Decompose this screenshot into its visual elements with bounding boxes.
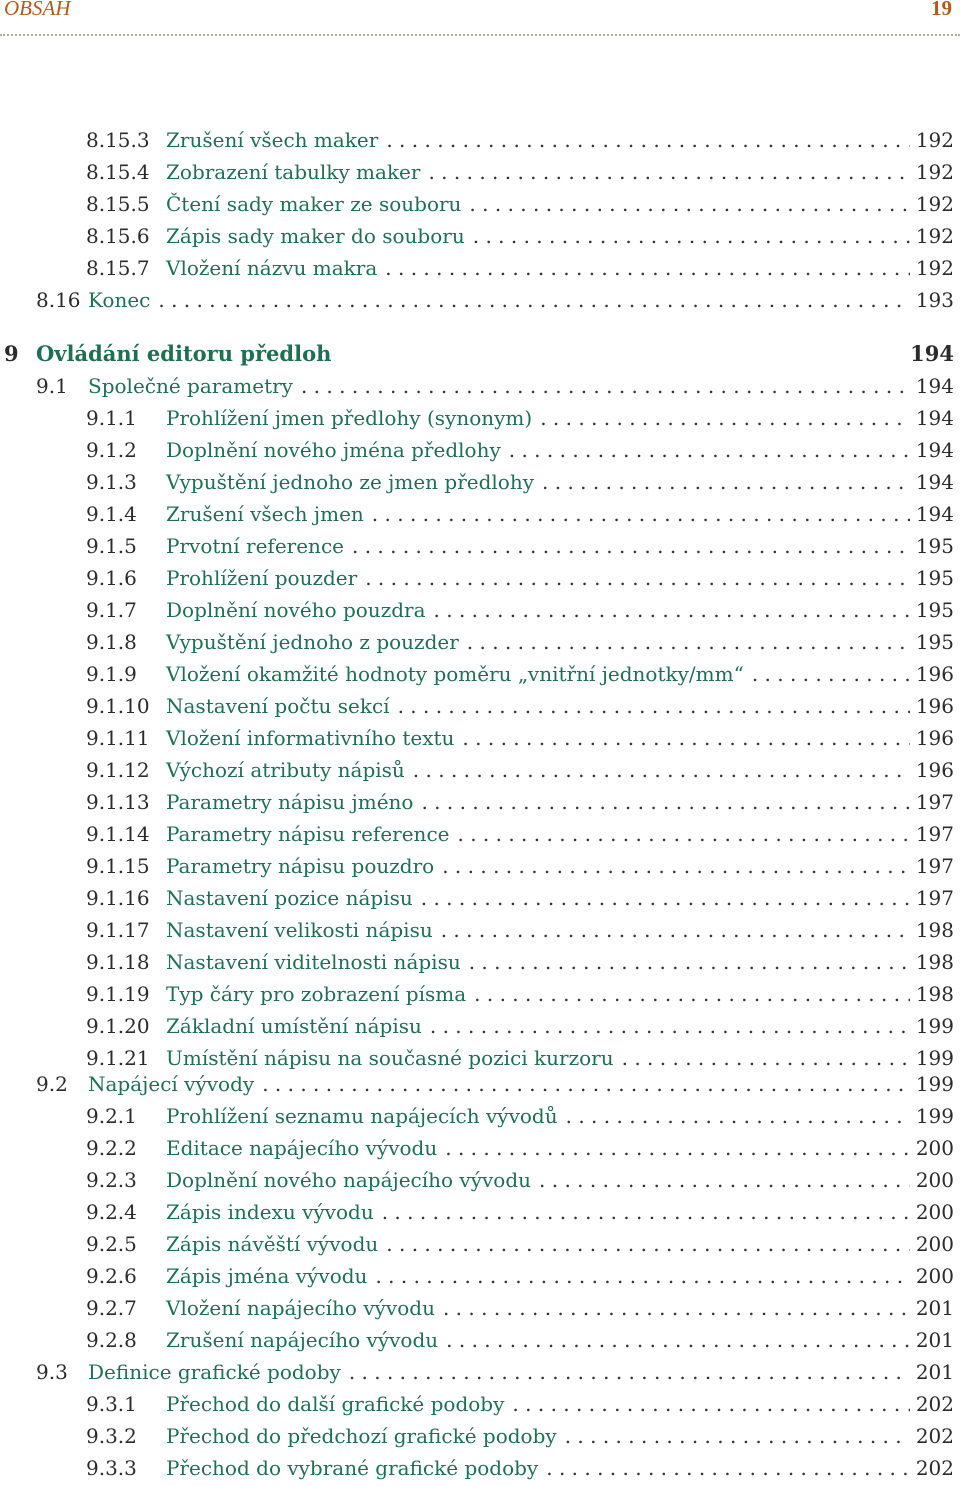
toc-entry-page-number[interactable]: 194: [915, 470, 954, 494]
dot-leader: [386, 125, 909, 155]
toc-entry[interactable]: [86, 467, 954, 497]
toc-entry[interactable]: [86, 1101, 954, 1131]
dot-leader: [365, 563, 910, 593]
toc-entry-page-number[interactable]: 200: [915, 1200, 954, 1224]
toc-entry-title[interactable]: Doplnění nového napájecího vývodu: [166, 1168, 532, 1192]
dot-leader: [443, 1293, 910, 1323]
toc-entry-number: 9.1.9: [86, 662, 137, 686]
toc-entry-page-number[interactable]: 194: [915, 374, 954, 398]
page-header: [0, 0, 960, 24]
dot-leader: [349, 1357, 910, 1387]
toc-entry-page-number[interactable]: 201: [915, 1296, 954, 1320]
toc-entry[interactable]: [36, 1357, 954, 1387]
dot-leader: [446, 1325, 910, 1355]
toc-entry-page-number[interactable]: 198: [915, 918, 954, 942]
toc-entry[interactable]: [86, 189, 954, 219]
toc-entry-title[interactable]: Nastavení velikosti nápisu: [166, 918, 433, 942]
toc-entry-number: 9.3.1: [86, 1392, 137, 1416]
toc-entry-number: 9.1.10: [86, 694, 150, 718]
toc-entry-title[interactable]: Editace napájecího vývodu: [166, 1136, 438, 1160]
dot-leader: [421, 883, 910, 913]
toc-entry[interactable]: [36, 371, 954, 401]
toc-entry-title[interactable]: Přechod do vybrané grafické podoby: [166, 1456, 539, 1480]
toc-entry-page-number[interactable]: 197: [915, 822, 954, 846]
toc-entry-number: 8.15.3: [86, 128, 150, 152]
toc-entry-number: 9.2.4: [86, 1200, 137, 1224]
toc-entry-title[interactable]: Vložení napájecího vývodu: [166, 1296, 435, 1320]
toc-entry[interactable]: [86, 499, 954, 529]
toc-entry-title[interactable]: Parametry nápisu pouzdro: [166, 854, 435, 878]
toc-entry-page-number[interactable]: 199: [915, 1104, 954, 1128]
toc-entry-number: 9.1.21: [86, 1046, 150, 1070]
toc-entry-title[interactable]: Nastavení pozice nápisu: [166, 886, 413, 910]
toc-entry-number: 9.1.8: [86, 630, 137, 654]
dot-leader: [158, 285, 909, 315]
toc-entry[interactable]: [86, 1133, 954, 1163]
toc-entry[interactable]: [86, 1261, 954, 1291]
toc-entry-title[interactable]: Prohlížení jmen předlohy (synonym): [166, 406, 533, 430]
toc-entry-number: 9.1.15: [86, 854, 150, 878]
toc-entry[interactable]: [86, 627, 954, 657]
dot-leader: [262, 1069, 910, 1099]
toc-entry[interactable]: [86, 659, 954, 689]
running-head-page-number: 19: [931, 0, 952, 20]
toc-entry-page-number[interactable]: 197: [915, 854, 954, 878]
toc-entry-number: 9.1.6: [86, 566, 137, 590]
toc-entry-page-number[interactable]: 201: [915, 1328, 954, 1352]
toc-entry-page-number[interactable]: 194: [915, 438, 954, 462]
toc-entry-number: 9.1.3: [86, 470, 137, 494]
toc-entry[interactable]: [86, 595, 954, 625]
toc-entry-number: 9.1.1: [86, 406, 137, 430]
toc-entry-page-number[interactable]: 195: [915, 598, 954, 622]
toc-entry-page-number[interactable]: 196: [915, 662, 954, 686]
toc-entry-title[interactable]: Zrušení všech jmen: [166, 502, 364, 526]
toc-entry-title[interactable]: Zrušení napájecího vývodu: [166, 1328, 439, 1352]
toc-entry-title[interactable]: Zápis jména vývodu: [166, 1264, 368, 1288]
toc-entry-page-number[interactable]: 192: [915, 128, 954, 152]
running-head-section: OBSAH: [4, 0, 71, 20]
toc-entry[interactable]: [86, 915, 954, 945]
toc-entry[interactable]: [86, 1197, 954, 1227]
dot-leader: [565, 1421, 910, 1451]
toc-entry-page-number[interactable]: 202: [915, 1424, 954, 1448]
toc-entry-page-number[interactable]: 200: [915, 1168, 954, 1192]
toc-entry-page-number[interactable]: 202: [915, 1392, 954, 1416]
toc-entry-number: 9.1.5: [86, 534, 137, 558]
toc-entry-page-number[interactable]: 198: [915, 950, 954, 974]
toc-entry-title[interactable]: Zápis sady maker do souboru: [166, 224, 465, 248]
toc-entry-number: 9.2.5: [86, 1232, 137, 1256]
toc-entry-page-number[interactable]: 195: [915, 630, 954, 654]
toc-entry-page-number[interactable]: 202: [915, 1456, 954, 1480]
toc-entry[interactable]: [86, 1011, 954, 1041]
toc-entry-number: 9.1.2: [86, 438, 137, 462]
toc-entry-number: 9.1.11: [86, 726, 150, 750]
dot-leader: [434, 595, 910, 625]
toc-entry-title[interactable]: Výchozí atributy nápisů: [166, 758, 405, 782]
toc-entry-number: 9.2.1: [86, 1104, 137, 1128]
toc-entry-title[interactable]: Zápis návěští vývodu: [166, 1232, 379, 1256]
dot-leader: [752, 659, 910, 689]
toc-entry-title[interactable]: Nastavení viditelnosti nápisu: [166, 950, 461, 974]
toc-entry-page-number[interactable]: 199: [915, 1046, 954, 1070]
toc-entry-page-number[interactable]: 199: [915, 1014, 954, 1038]
dot-leader: [382, 1197, 910, 1227]
toc-entry-number: 9.3.2: [86, 1424, 137, 1448]
dot-leader: [372, 499, 910, 529]
toc-entry[interactable]: [86, 1325, 954, 1355]
toc-chapter-entry[interactable]: [4, 339, 954, 369]
toc-entry[interactable]: [86, 125, 954, 155]
toc-entry[interactable]: [86, 253, 954, 283]
dot-leader: [546, 1453, 910, 1483]
toc-entry-number: 8.15.7: [86, 256, 150, 280]
dot-leader: [469, 189, 909, 219]
toc-entry[interactable]: [86, 883, 954, 913]
toc-entry-title[interactable]: Prohlížení pouzder: [166, 566, 358, 590]
toc-entry-title[interactable]: Prohlížení seznamu napájecích vývodů: [166, 1104, 558, 1128]
toc-entry-page-number[interactable]: 200: [915, 1136, 954, 1160]
toc-entry-page-number[interactable]: 197: [915, 790, 954, 814]
toc-entry-number: 9.1: [36, 374, 68, 398]
toc-entry[interactable]: [86, 403, 954, 433]
toc-entry-number: 9.1.16: [86, 886, 150, 910]
toc-entry-number: 9.3: [36, 1360, 68, 1384]
toc-entry-title[interactable]: Parametry nápisu reference: [166, 822, 450, 846]
dot-leader: [539, 1165, 910, 1195]
toc-entry[interactable]: [86, 221, 954, 251]
toc-entry-number: 9.1.12: [86, 758, 150, 782]
toc-entry[interactable]: [86, 1229, 954, 1259]
dot-leader: [421, 787, 909, 817]
toc-entry-number: 8.16: [36, 288, 81, 312]
toc-entry-number: 8.15.6: [86, 224, 150, 248]
toc-entry-title[interactable]: Definice grafické podoby: [88, 1360, 341, 1384]
toc-entry-title[interactable]: Zobrazení tabulky maker: [166, 160, 421, 184]
toc-entry-page-number[interactable]: 200: [915, 1264, 954, 1288]
toc-entry-number: 9.1.13: [86, 790, 150, 814]
toc-entry[interactable]: [86, 1165, 954, 1195]
dot-leader: [462, 723, 909, 753]
toc-entry-page-number[interactable]: 195: [915, 566, 954, 590]
toc-entry[interactable]: [36, 1069, 954, 1099]
toc-entry-title[interactable]: Čtení sady maker ze souboru: [166, 192, 462, 216]
toc-entry-page-number[interactable]: 196: [915, 758, 954, 782]
toc-entry-number: 9.1.20: [86, 1014, 150, 1038]
toc-entry-title[interactable]: Vypuštění jednoho z pouzder: [166, 630, 459, 654]
header-rule: [0, 34, 960, 36]
toc-entry-title[interactable]: Doplnění nového jména předlohy: [166, 438, 501, 462]
toc-entry[interactable]: [86, 1293, 954, 1323]
toc-entry-number: 9.2.6: [86, 1264, 137, 1288]
dot-leader: [542, 467, 910, 497]
toc-entry[interactable]: [86, 819, 954, 849]
toc-entry-title[interactable]: Zrušení všech maker: [166, 128, 379, 152]
dot-leader: [413, 755, 910, 785]
toc-entry-page-number[interactable]: 194: [915, 502, 954, 526]
toc-entry-number: 8.15.5: [86, 192, 150, 216]
toc-entry-title[interactable]: Konec: [88, 288, 151, 312]
toc-entry[interactable]: [86, 531, 954, 561]
toc-entry-title[interactable]: Přechod do předchozí grafické podoby: [166, 1424, 557, 1448]
dot-leader: [457, 819, 909, 849]
toc-entry-page-number[interactable]: 194: [915, 406, 954, 430]
toc-entry-title[interactable]: Vložení názvu makra: [166, 256, 378, 280]
toc-entry-page-number[interactable]: 199: [915, 1072, 954, 1096]
dot-leader: [512, 1389, 909, 1419]
toc-entry-page-number[interactable]: 192: [915, 192, 954, 216]
toc-entry-title[interactable]: Prvotní reference: [166, 534, 344, 558]
toc-entry-title[interactable]: Umístění nápisu na současné pozici kurzoru: [166, 1046, 614, 1070]
toc-entry[interactable]: [86, 947, 954, 977]
dot-leader: [540, 403, 910, 433]
toc-entry-title[interactable]: Nastavení počtu sekcí: [166, 694, 390, 718]
dot-leader: [441, 915, 910, 945]
toc-entry-title[interactable]: Parametry nápisu jméno: [166, 790, 414, 814]
toc-entry[interactable]: [86, 755, 954, 785]
toc-entry-number: 9.1.17: [86, 918, 150, 942]
toc-entry-number: 9.2: [36, 1072, 68, 1096]
dot-leader: [385, 253, 910, 283]
dot-leader: [352, 531, 910, 561]
toc-entry-page-number[interactable]: 192: [915, 256, 954, 280]
dot-leader: [474, 979, 910, 1009]
toc-entry-number: 9.2.3: [86, 1168, 137, 1192]
toc-entry[interactable]: [86, 157, 954, 187]
toc-entry-title[interactable]: Doplnění nového pouzdra: [166, 598, 426, 622]
toc-entry-title[interactable]: Typ čáry pro zobrazení písma: [166, 982, 467, 1006]
dot-leader: [509, 435, 910, 465]
dot-leader: [442, 851, 910, 881]
toc-entry-number: 9.2.7: [86, 1296, 137, 1320]
dot-leader: [428, 157, 909, 187]
toc-entry[interactable]: [86, 723, 954, 753]
toc-entry-number: 9.1.19: [86, 982, 150, 1006]
toc-entry-page-number[interactable]: 195: [915, 534, 954, 558]
toc-entry-title[interactable]: Napájecí vývody: [88, 1072, 255, 1096]
toc-entry-title[interactable]: Přechod do další grafické podoby: [166, 1392, 505, 1416]
toc-entry-title[interactable]: Ovládání editoru předloh: [36, 341, 332, 366]
toc-entry-page-number[interactable]: 194: [910, 341, 954, 366]
dot-leader: [473, 221, 910, 251]
toc-entry-number: 9.1.18: [86, 950, 150, 974]
toc-entry[interactable]: [86, 787, 954, 817]
toc-entry-title[interactable]: Zápis indexu vývodu: [166, 1200, 374, 1224]
toc-entry-page-number[interactable]: 193: [915, 288, 954, 312]
toc-entry-page-number[interactable]: 192: [915, 160, 954, 184]
toc-entry-title[interactable]: Vložení okamžité hodnoty poměru „vnitřní jednotky/mm“: [166, 662, 744, 686]
toc-entry-page-number[interactable]: 197: [915, 886, 954, 910]
toc-entry[interactable]: [36, 285, 954, 315]
toc-entry-page-number[interactable]: 196: [915, 694, 954, 718]
toc-entry[interactable]: [86, 1453, 954, 1483]
toc-entry-page-number[interactable]: 200: [915, 1232, 954, 1256]
dot-leader: [375, 1261, 909, 1291]
toc-entry-page-number[interactable]: 192: [915, 224, 954, 248]
toc-entry[interactable]: [86, 851, 954, 881]
dot-leader: [386, 1229, 910, 1259]
toc-entry-title[interactable]: Základní umístění nápisu: [166, 1014, 422, 1038]
dot-leader: [469, 947, 910, 977]
toc-entry[interactable]: [86, 979, 954, 1009]
toc-entry-number: 8.15.4: [86, 160, 150, 184]
toc-entry[interactable]: [86, 435, 954, 465]
toc-entry-title[interactable]: Společné parametry: [88, 374, 293, 398]
dot-leader: [445, 1133, 910, 1163]
toc-entry-title[interactable]: Vložení informativního textu: [166, 726, 455, 750]
toc-entry[interactable]: [86, 691, 954, 721]
dot-leader: [467, 627, 910, 657]
toc-entry-number: 9.1.4: [86, 502, 137, 526]
toc-entry-number: 9.1.7: [86, 598, 137, 622]
toc-entry-number: 9.2.8: [86, 1328, 137, 1352]
toc-entry[interactable]: [86, 1389, 954, 1419]
toc-entry-page-number[interactable]: 201: [915, 1360, 954, 1384]
toc-entry[interactable]: [86, 563, 954, 593]
dot-leader: [430, 1011, 910, 1041]
toc-entry-page-number[interactable]: 198: [915, 982, 954, 1006]
toc-entry[interactable]: [86, 1421, 954, 1451]
toc-entry-number: 9.1.14: [86, 822, 150, 846]
toc-entry-title[interactable]: Vypuštění jednoho ze jmen předlohy: [166, 470, 535, 494]
toc-entry-number: 9: [4, 341, 19, 366]
toc-entry-page-number[interactable]: 196: [915, 726, 954, 750]
dot-leader: [566, 1101, 910, 1131]
dot-leader: [301, 371, 910, 401]
toc-entry-number: 9.3.3: [86, 1456, 137, 1480]
toc-entry-number: 9.2.2: [86, 1136, 137, 1160]
dot-leader: [398, 691, 910, 721]
